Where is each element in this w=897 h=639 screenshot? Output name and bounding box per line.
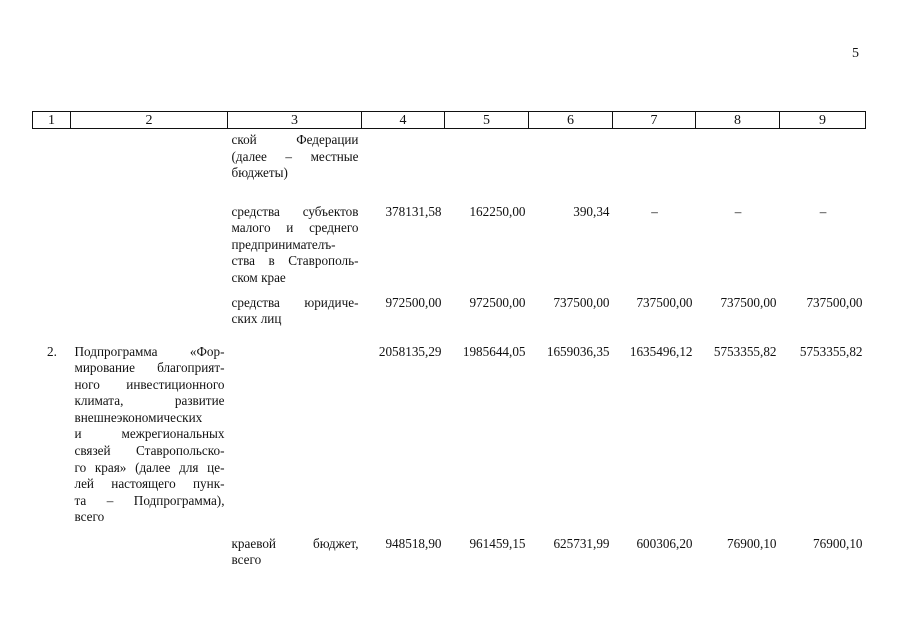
- name-line: климата, развитие: [74, 393, 225, 409]
- value-cell: 1659036,35: [546, 343, 610, 359]
- column-header: 3: [228, 112, 362, 129]
- value-cell: 390,34: [573, 203, 610, 219]
- value-cell: 737500,00: [806, 294, 863, 310]
- row-name: [71, 333, 228, 534]
- table-row: [33, 190, 866, 289]
- row-index: [33, 129, 71, 190]
- row-name: [71, 534, 228, 574]
- value-cell: 5753355,82: [713, 343, 777, 359]
- row-source: [228, 129, 362, 190]
- value-cell: 600306,20: [636, 535, 693, 551]
- column-header: 6: [529, 112, 613, 129]
- value-cell: –: [651, 203, 658, 219]
- value-cell: 2058135,29: [378, 343, 442, 359]
- row-source: [228, 190, 362, 289]
- source-line: средства юридиче-: [231, 294, 359, 310]
- row-index: [33, 190, 71, 289]
- name-line: и межрегиональных: [74, 426, 225, 442]
- row-source: [228, 289, 362, 333]
- value-cell: 737500,00: [553, 294, 610, 310]
- name-line: Подпрограмма «Фор-: [74, 343, 225, 359]
- column-header: 8: [696, 112, 780, 129]
- source-line: бюджеты): [231, 165, 288, 181]
- value-cell: 1985644,05: [462, 343, 526, 359]
- row-source: [228, 333, 362, 534]
- row-index: 2.: [47, 343, 57, 359]
- value-cell: [445, 129, 529, 190]
- name-line: го края» (далее для це-: [74, 459, 225, 475]
- name-line: ного инвестиционного: [74, 376, 225, 392]
- value-cell: [362, 129, 445, 190]
- row-source: [228, 534, 362, 574]
- name-line: внешнеэкономических: [74, 409, 203, 425]
- value-cell: [613, 129, 696, 190]
- source-line: ском крае: [231, 269, 286, 285]
- value-cell: 737500,00: [636, 294, 693, 310]
- name-line: мирование благоприят-: [74, 360, 225, 376]
- value-cell: 1635496,12: [629, 343, 693, 359]
- source-line: (далее – местные: [231, 148, 359, 164]
- source-line: краевой бюджет,: [231, 535, 359, 551]
- value-cell: 972500,00: [385, 294, 442, 310]
- table-row: [33, 534, 866, 574]
- table-row: [33, 129, 866, 190]
- value-cell: –: [734, 203, 742, 219]
- source-line: ской Федерации: [231, 132, 359, 147]
- source-line: всего: [231, 552, 262, 568]
- table-header-row: [33, 112, 866, 129]
- value-cell: 972500,00: [469, 294, 526, 310]
- value-cell: [780, 129, 866, 190]
- row-name: [71, 129, 228, 190]
- value-cell: [696, 129, 780, 190]
- value-cell: 378131,58: [385, 203, 442, 219]
- source-line: малого и среднего: [231, 220, 359, 236]
- page-number: 5: [852, 46, 859, 61]
- value-cell: 625731,99: [553, 535, 610, 551]
- value-cell: 162250,00: [469, 203, 526, 219]
- column-header: 4: [362, 112, 445, 129]
- row-index: [33, 289, 71, 333]
- name-line: та – Подпрограмма),: [74, 492, 225, 508]
- column-header: 1: [33, 112, 71, 129]
- name-line: всего: [74, 509, 105, 525]
- row-index: [33, 534, 71, 574]
- column-header: 7: [613, 112, 696, 129]
- name-line: лей настоящего пунк-: [74, 476, 225, 492]
- source-line: ских лиц: [231, 311, 282, 327]
- table-row: [33, 333, 866, 534]
- source-line: средства субъектов: [231, 203, 359, 219]
- value-cell: [529, 129, 613, 190]
- row-name: [71, 190, 228, 289]
- table-row: [33, 289, 866, 333]
- column-header: 5: [445, 112, 529, 129]
- value-cell: 76900,10: [727, 535, 777, 551]
- value-cell: 737500,00: [720, 294, 777, 310]
- value-cell: –: [819, 203, 827, 219]
- name-line: связей Ставропольско-: [74, 443, 225, 459]
- source-line: ства в Ставрополь-: [231, 253, 359, 269]
- budget-table: [32, 111, 866, 574]
- value-cell: 76900,10: [813, 535, 863, 551]
- value-cell: 5753355,82: [799, 343, 863, 359]
- column-header: 9: [780, 112, 866, 129]
- row-name: [71, 289, 228, 333]
- value-cell: 961459,15: [469, 535, 526, 551]
- value-cell: 948518,90: [385, 535, 442, 551]
- source-line: предпринимателъ-: [231, 236, 336, 252]
- column-header: 2: [71, 112, 228, 129]
